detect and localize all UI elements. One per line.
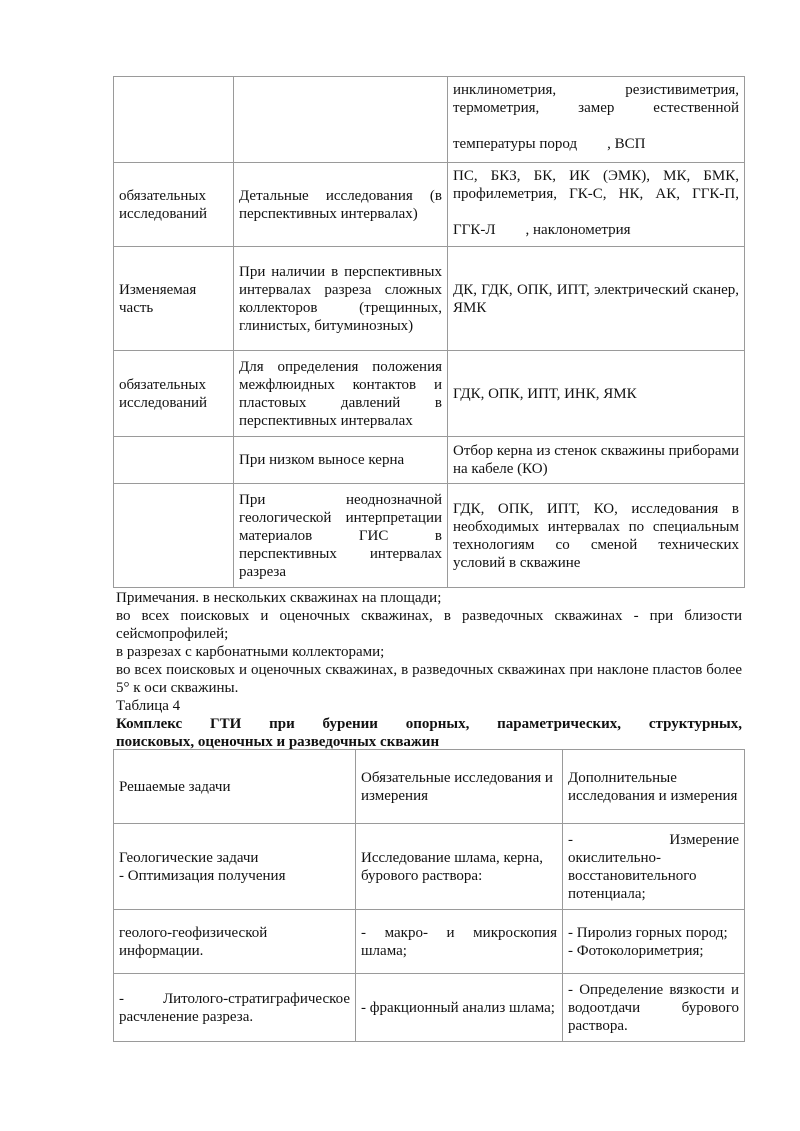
table-row <box>114 77 745 163</box>
cell-line: - Пиролиз горных пород; <box>568 924 728 941</box>
table-cell: Детальные исследования (в перспективных интервалах) <box>234 163 448 247</box>
table-cell: обязательных исследований <box>114 351 234 437</box>
table-cell <box>114 77 234 163</box>
cell-line: - Оптимизация получения <box>119 867 286 884</box>
table-title-line: Комплекс ГТИ при бурении опорных, параметрических, структурных, <box>116 716 742 732</box>
cell-line: Геологические задачи <box>119 849 259 866</box>
cell-line: инклинометрия, резистивиметрия, <box>453 82 739 98</box>
table-cell: ГДК, ОПК, ИПТ, ИНК, ЯМК <box>448 351 745 437</box>
table-cell: - Литолого-стратиграфическое расчленение разреза. <box>114 974 356 1042</box>
table-cell <box>114 484 234 588</box>
table-cell <box>234 77 448 163</box>
table-cell <box>114 824 356 910</box>
table-row <box>114 163 745 247</box>
table-cell <box>448 77 745 163</box>
table-cell: обязательных исследований <box>114 163 234 247</box>
table-cell <box>114 437 234 484</box>
table-cell: - Определение вязкости и водоотдачи бурового раствора. <box>563 974 745 1042</box>
table-cell: - макро- и микроскопия шлама; <box>356 910 563 974</box>
note-line: во всех поисковых и оценочных скважинах, в разведочных скважинах - при близости сейсмопрофилей; <box>116 608 742 642</box>
notes-block <box>116 589 742 751</box>
table-cell: ГДК, ОПК, ИПТ, КО, исследования в необходимых интервалах по специальным технологиям со сменой технических условий в скважине <box>448 484 745 588</box>
table-cell: - фракционный анализ шлама; <box>356 974 563 1042</box>
table-cell: - Измерение окислительно-восстановительного потенциала; <box>563 824 745 910</box>
note-line: в разрезах с карбонатными коллекторами; <box>116 644 385 660</box>
table-cell: Для определения положения межфлюидных контактов и пластовых давлений в перспективных интервалах <box>234 351 448 437</box>
table-row <box>114 910 745 974</box>
gti-complex-table <box>113 749 745 1042</box>
table-row <box>114 974 745 1042</box>
table-row <box>114 247 745 351</box>
table-cell: Отбор керна из стенок скважины приборами на кабеле (КО) <box>448 437 745 484</box>
column-header: Дополнительные исследования и измерения <box>563 750 745 824</box>
table-cell: При низком выносе керна <box>234 437 448 484</box>
cell-line: - Фотоколориметрия; <box>568 942 704 959</box>
cell-line: температуры пород , ВСП <box>453 136 646 152</box>
table-row <box>114 484 745 588</box>
cell-line: профилеметрия, ГК-С, НК, АК, ГГК-П, <box>453 186 739 202</box>
table-label: Таблица 4 <box>116 698 181 714</box>
table-cell: Изменяемая часть <box>114 247 234 351</box>
table-header-row <box>114 750 745 824</box>
table-cell: геолого-геофизической информации. <box>114 910 356 974</box>
cell-line: термометрия, замер естественной <box>453 100 739 116</box>
table-cell: При неоднозначной геологической интерпретации материалов ГИС в перспективных интервалах разреза <box>234 484 448 588</box>
cell-line: ГГК-Л , наклонометрия <box>453 222 631 238</box>
column-header: Обязательные исследования и измерения <box>356 750 563 824</box>
table-row <box>114 824 745 910</box>
table-cell: ДК, ГДК, ОПК, ИПТ, электрический сканер, ЯМК <box>448 247 745 351</box>
table-cell: Исследование шлама, керна, бурового раствора: <box>356 824 563 910</box>
table-cell <box>563 910 745 974</box>
table-row <box>114 437 745 484</box>
table-title-line: поисковых, оценочных и разведочных скважин <box>116 734 440 750</box>
column-header: Решаемые задачи <box>114 750 356 824</box>
table-title <box>116 715 742 751</box>
cell-line: ПС, БКЗ, БК, ИК (ЭМК), МК, БМК, <box>453 168 739 184</box>
table-cell: При наличии в перспективных интервалах разреза сложных коллекторов (трещинных, глинистых, битуминозных) <box>234 247 448 351</box>
note-line: Примечания. в нескольких скважинах на площади; <box>116 590 442 606</box>
table-cell <box>448 163 745 247</box>
gis-complex-table <box>113 76 745 588</box>
note-line: во всех поисковых и оценочных скважинах, в разведочных скважинах при наклоне пластов более 5° к оси скважины. <box>116 662 742 696</box>
table-row <box>114 351 745 437</box>
